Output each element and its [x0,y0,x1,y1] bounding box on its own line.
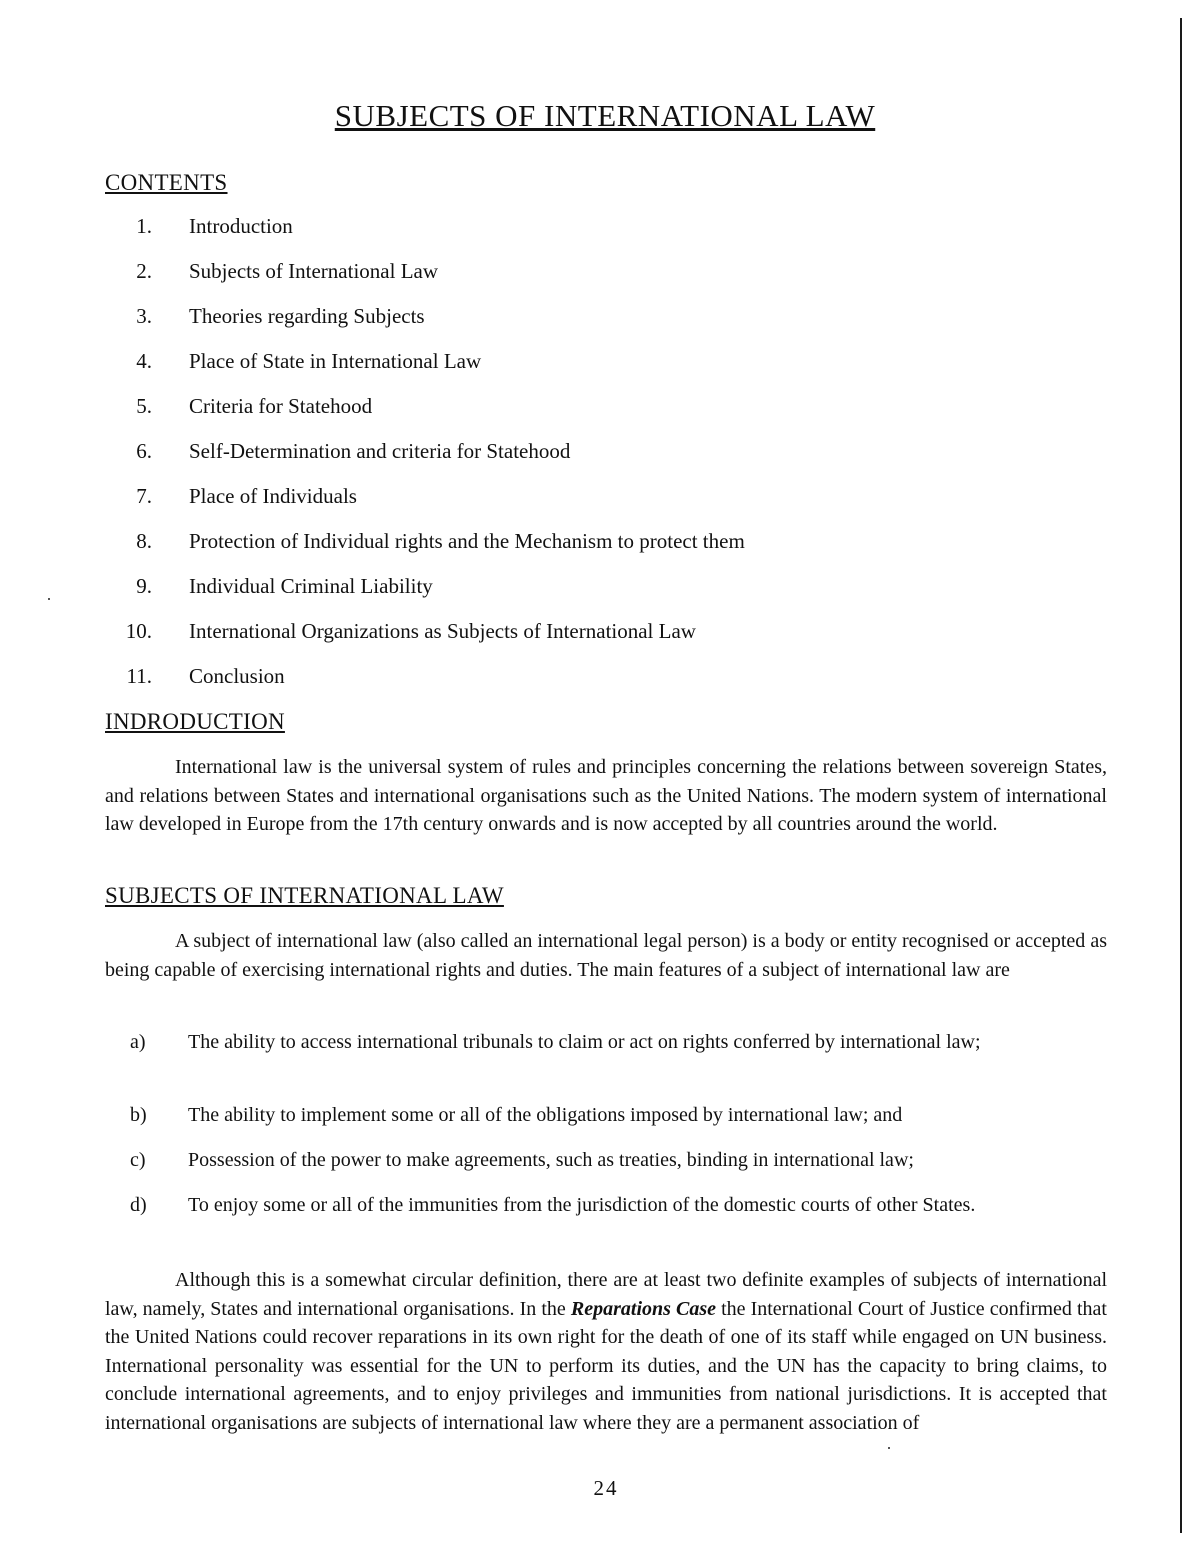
contents-item [0,214,1200,244]
contents-item-text: Criteria for Statehood [189,394,373,418]
case-name: Reparations Case [570,1297,716,1320]
contents-item-text: Place of State in International Law [189,349,482,373]
contents-item [0,394,1200,424]
closing-text-end: the International Court of Justice confirmed that the United Nations could recover reparations in its own right for the death of one of its staff while engaged on UN business. International personality was essential for the UN to perform its duties, and the UN has the capacity to bring claims, to conclude international agreements, and to enjoy privileges and immunities from national jurisdictions. It is accepted that international organisations are subjects of international law where they are a permanent association of [105,1297,1107,1434]
contents-item-number: 4. [136,349,152,373]
feature-text: The ability to implement some or all of the obligations imposed by international law; and [188,1104,903,1126]
scan-speck [888,1447,890,1449]
introduction-heading: INDRODUCTION [105,709,285,734]
feature-text: The ability to access international tribunals to claim or act on rights conferred by international law; [188,1031,981,1053]
feature-letter: c) [130,1149,146,1171]
contents-heading: CONTENTS [105,170,228,195]
subjects-heading: SUBJECTS OF INTERNATIONAL LAW [105,883,504,908]
closing-paragraph [105,1266,1107,1437]
contents-item-number: 3. [136,304,152,328]
contents-item-text: Protection of Individual rights and the Mechanism to protect them [189,529,745,553]
contents-item-text: Subjects of International Law [189,259,439,283]
feature-letter: a) [130,1031,146,1053]
contents-item [0,349,1200,379]
contents-item [0,439,1200,469]
feature-letter: b) [130,1104,147,1126]
contents-item [0,484,1200,514]
contents-item-number: 2. [136,259,152,283]
contents-item-text: Conclusion [189,664,285,688]
contents-item [0,259,1200,289]
contents-item-number: 6. [136,439,152,463]
contents-item [0,619,1200,649]
contents-item [0,529,1200,559]
contents-item-number: 10. [125,619,152,643]
subjects-paragraph: A subject of international law (also called an international legal person) is a body or entity recognised or accepted as being capable of exercising international rights and duties. The main features of a subject of international law are [105,930,1107,981]
contents-item-text: Individual Criminal Liability [189,574,433,598]
page-title: SUBJECTS OF INTERNATIONAL LAW [334,98,876,133]
page-number: 24 [593,1476,619,1500]
closing-text-start: Although this is a somewhat circular definition, there are at least two definite examples of subjects of international law, namely, States and international organisations. In the [105,1269,1107,1320]
contents-item [0,304,1200,334]
contents-item-number: 5. [136,394,152,418]
contents-item-number: 9. [136,574,152,598]
contents-item-number: 1. [136,214,152,238]
feature-text: Possession of the power to make agreements, such as treaties, binding in international law; [188,1149,914,1171]
contents-item [0,574,1200,604]
contents-item-number: 7. [136,484,152,508]
contents-item-number: 11. [126,664,152,688]
contents-item-text: Introduction [189,214,293,238]
contents-item-text: Self-Determination and criteria for Statehood [189,439,571,463]
introduction-paragraph: International law is the universal system of rules and principles concerning the relations between sovereign States, and relations between States and international organisations such as the United Nations. The modern system of international law developed in Europe from the 17th century onwards and is now accepted by all countries around the world. [105,756,1107,835]
page-edge-rule [1180,18,1182,1533]
contents-item-text: Place of Individuals [189,484,357,508]
contents-item-text: International Organizations as Subjects of International Law [189,619,696,643]
contents-item-number: 8. [136,529,152,553]
feature-text: To enjoy some or all of the immunities from the jurisdiction of the domestic courts of other States. [188,1194,976,1216]
contents-item [0,664,1200,694]
contents-item-text: Theories regarding Subjects [189,304,425,328]
feature-letter: d) [130,1194,147,1216]
